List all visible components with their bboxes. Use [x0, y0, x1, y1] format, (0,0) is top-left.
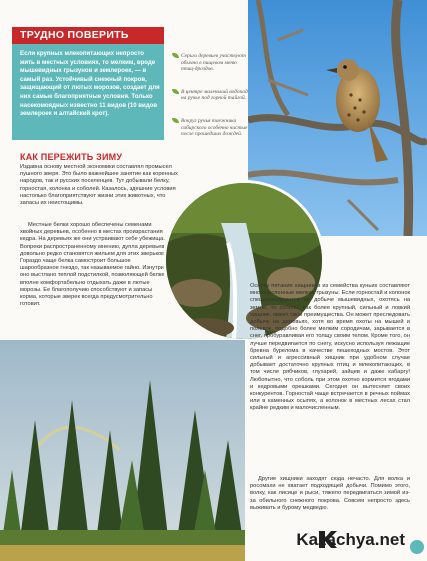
section-intro: Издавна основу местной экономики составлял промысел пушного зверя. Это было важнейшее занятие как коренных народов, так и русских поселенцев. Тут добывали белку, горностая, колонка и соболей. Казалось, здешние условия настолько благоприятствуют жизни этих животных, что запасы их неистощимы. [20, 164, 178, 207]
leaf-icon [172, 53, 179, 58]
caption-item [172, 53, 248, 73]
page-number-badge [410, 540, 424, 554]
leaf-icon [172, 118, 179, 123]
photo-captions [172, 53, 248, 154]
fact-box-header [12, 27, 164, 44]
fact-box [12, 27, 164, 140]
caption-item [172, 89, 248, 102]
watermark: Kazachya.net [296, 530, 405, 549]
section-title: КАК ПЕРЕЖИТЬ ЗИМУ [20, 152, 123, 162]
section-body: Местные белки хорошо обеспечены семенами хвойных деревьев, особенно в местах произрастания кедра. На деревьях же они устраивают себе убежища. Вопреки распространенному мнению, дупла деревьев довольно редко становятся жильем для этих зверьков. Гораздо чаще белка самостроит большое шарообразное гнездо, так называемое гайно. Изнутри оно выстлано теплой подстилкой, позволяющей белке вполне комфортабельно отдыхать даже в лютые морозы. Ее благополучию способствуют и запасы корма, которые зверек всегда предусмотрительно готовит. [20, 222, 166, 308]
forest-photo [0, 340, 245, 561]
caption-text: Вокруг ручья таежника сибирского особенно чистые после прошедших дождей. [181, 117, 248, 138]
caption-text: Серьги деревьев участвуют обычно в пищевом меню птиц-дроздов. [181, 53, 246, 73]
leaf-icon [172, 89, 179, 94]
right-column-text-2: Другие хищники заходят сюда нечасто. Для волка и росомахи не хватает подходящей добычи. Помимо этого, волку, как лисице и рыси, тяжело передвигаться зимой из-за обильного снежного покрова. Совсем непросто здесь выживать и бурому медведю. [250, 476, 410, 511]
caption-text: В центре маленький водопад на ручье под горной тайгой. [181, 88, 248, 102]
caption-item [172, 118, 248, 138]
right-column-text: Основу питания хищников из семейства куньих составляют многочисленные мелкие грызуны. Если горностай и колонок специализируются на добыче мышевидных, охотясь на земле, то соболь, как более крупный, сильный и ловкий хищник, имеет свои преимущества. Он может преследовать добычу на деревьях, хотя во время охоты на мышей и полевок, подобно более мелким сородичам, зарывается в снег, пробуравливая его толщу своим телом. Кроме того, он лучше передвигается по снегу, искусно используя лежащие бревна бурелома в качестве пешеходных мостов. Этот сильный и агрессивный хищник при удобном случае добывает достаточно крупных птиц и млекопитающих, в том числе рябчиков, глухарей, зайцев и даже кабаргу! Любопытно, что соболь при этом охотно кормится ягодами и кедровыми орешками. Сегодня он вытесняет своих конкурентов. Горностай чаще встречается в речных поймах или в каменных осыпях, а колонок в местных лесах стал крайне редким и малочисленным. [250, 283, 410, 412]
fact-box-text: Если крупных млекопитающих непросто жить в местных условиях, то мелким, вроде мышевидных грызунов и землероек, — в самый раз. Устойчивый снежный покров, защищающий от лютых морозов, создает для них самые благоприятные условия. Только насекомоядных известно 11 видов (10 видов землероек и алтайский крот). [20, 50, 160, 118]
fact-box-title: ТРУДНО ПОВЕРИТЬ [20, 29, 129, 41]
